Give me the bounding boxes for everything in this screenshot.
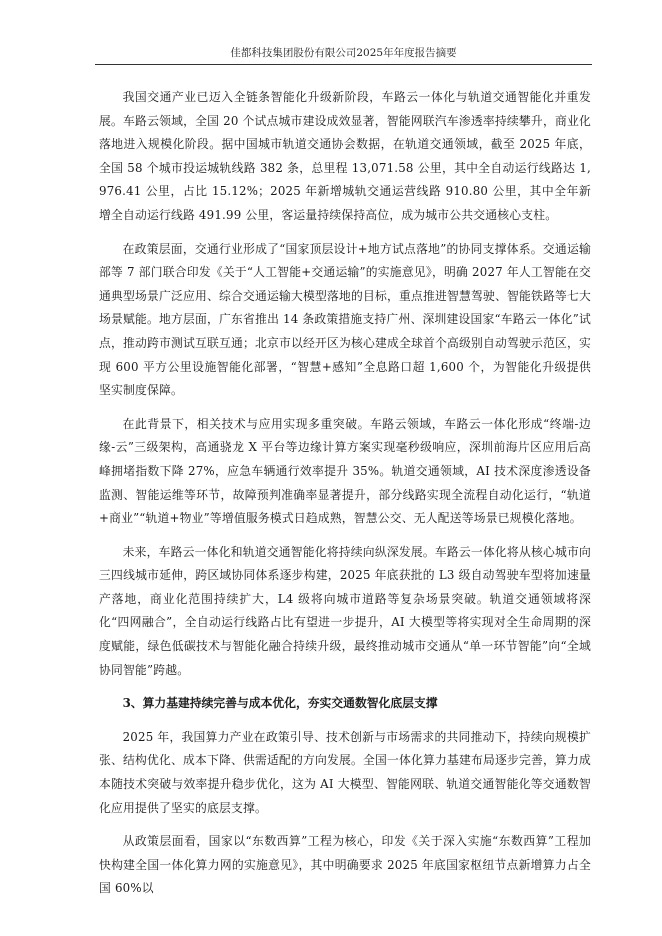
paragraph-technology: 在此背景下，相关技术与应用实现多重突破。车路云领域，车路云一体化形成“终端-边缘-云”三级架构，高通骁龙 X 平台等边缘计算方案实现毫秒级响应，深圳前海片区应用后高峰拥堵指数下降 27%，应急车辆通行效率提升 35%。轨道交通领域，AI 技术深度渗透设备监测、智能运维等环节，故障预判准确率显著提升，部分线路实现全流程自动化运行，“轨道+商业”“轨道+物业”等增值服务模式日趋成熟，智慧公交、无人配送等场景已规模化落地。 xyxy=(99,416,591,526)
page-header xyxy=(95,46,592,65)
paragraph-policy: 在政策层面，交通行业形成了“国家顶层设计+地方试点落地”的协同支撑体系。交通运输部等 7 部门联合印发《关于“人工智能+交通运输”的实施意见》，明确 2027 年人工智能在交通典型场景广泛应用、综合交通运输大模型落地的目标，重点推进智慧驾驶、智能铁路等七大场景赋能。地方层面，广东省推出 14 条政策措施支持广州、深圳建设国家“车路云一体化”试点，推动跨市测试互联互通；北京市以经开区为核心建成全球首个高级别自动驾驶示范区，实现 600 平方公里设施智能化部署，“智慧+感知”全息路口超 1,600 个，为智能化升级提供坚实制度保障。 xyxy=(99,241,591,398)
paragraph-future: 未来，车路云一体化和轨道交通智能化将持续向纵深发展。车路云一体化将从核心城市向三四线城市延伸，跨区域协同体系逐步构建，2025 年底获批的 L3 级自动驾驶车型将加速量产落地，商业化范围持续扩大，L4 级将向城市道路等复杂场景突破。轨道交通领域将深化“四网融合”，全自动运行线路占比有望进一步提升，AI 大模型等将实现对全生命周期的深度赋能，绿色低碳技术与智能化融合持续升级，最终推动城市交通从“单一环节智能”向“全域协同智能”跨越。 xyxy=(99,544,591,677)
paragraph-computing-policy: 从政策层面看，国家以“东数西算”工程为核心，印发《关于深入实施“东数西算”工程加快构建全国一体化算力网的实施意见》，其中明确要求 2025 年底国家枢纽节点新增算力占全国 60%以 xyxy=(99,834,591,896)
section-heading-computing: 3、算力基建持续完善与成本优化，夯实交通数智化底层支撑 xyxy=(122,696,438,711)
header-title: 佳都科技集团股份有限公司2025年年度报告摘要 xyxy=(230,47,457,59)
paragraph-transport-overview: 我国交通产业已迈入全链条智能化升级新阶段，车路云一体化与轨道交通智能化并重发展。车路云领域，全国 20 个试点城市建设成效显著，智能网联汽车渗透率持续攀升，商业化落地进入规模化阶段。据中国城市轨道交通协会数据，在轨道交通领域，截至 2025 年底，全国 58 个城市投运城轨线路 382 条，总里程 13,071.58 公里，其中全自动运行线路达 1,976.41 公里，占比 15.12%；2025 年新增城轨交通运营线路 910.80 公里，其中全年新增全自动运行线路 491.99 公里，客运量持续保持高位，成为城市公共交通核心支柱。 xyxy=(99,90,591,222)
document-body xyxy=(99,86,591,911)
paragraph-computing-overview: 2025 年，我国算力产业在政策引导、技术创新与市场需求的共同推动下，持续向规模扩张、结构优化、成本下降、供需适配的方向发展。全国一体化算力基建布局逐步完善，算力成本随技术突破与效率提升稳步优化，这为 AI 大模型、智能网联、轨道交通智能化等交通数智化应用提供了坚实的底层支撑。 xyxy=(99,729,591,815)
